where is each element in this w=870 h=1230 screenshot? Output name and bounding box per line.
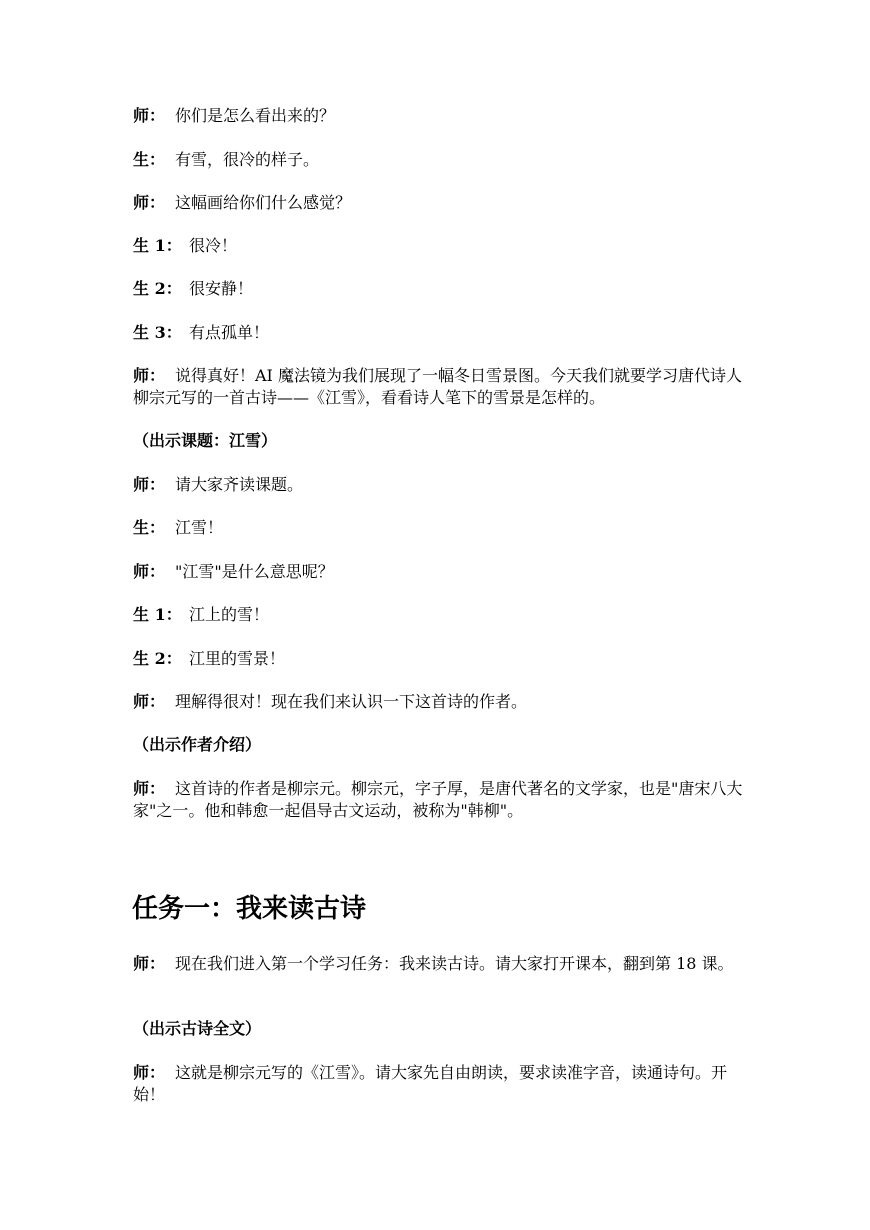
speaker-label: 师： — [133, 193, 166, 212]
dialogue-text: 这幅画给你们什么感觉？ — [175, 193, 352, 212]
dialogue-line — [133, 517, 748, 539]
dialogue-line — [133, 278, 748, 300]
dialogue-text: 江上的雪！ — [189, 605, 270, 624]
speaker-label: 生 1： — [133, 605, 182, 624]
speaker-label: 师： — [133, 954, 166, 973]
speaker-label: 师： — [133, 562, 166, 581]
speaker-label: 师： — [133, 779, 166, 798]
speaker-label: 生 3： — [133, 323, 182, 342]
speaker-label: 师： — [133, 475, 166, 494]
speaker-label: 师： — [133, 366, 166, 385]
dialogue-text: 很冷！ — [189, 236, 238, 255]
dialogue-text: 这首诗的作者是柳宗元。柳宗元，字子厚，是唐代著名的文学家，也是"唐宋八大家"之一。他和韩愈一起倡导古文运动，被称为"韩柳"。 — [133, 779, 743, 820]
speaker-label: 生 1： — [133, 236, 182, 255]
dialogue-text: "江雪"是什么意思呢？ — [175, 562, 334, 581]
speaker-label: 师： — [133, 692, 166, 711]
dialogue-line — [133, 561, 748, 583]
dialogue-line — [133, 691, 748, 713]
dialogue-text: 说得真好！AI 魔法镜为我们展现了一幅冬日雪景图。今天我们就要学习唐代诗人柳宗元写的一首古诗——《江雪》，看看诗人笔下的雪景是怎样的。 — [133, 366, 742, 407]
dialogue-line — [133, 192, 748, 214]
stage-direction: （出示课题：江雪） — [133, 431, 278, 450]
dialogue-line — [133, 235, 748, 257]
speaker-label: 师： — [133, 106, 166, 125]
speaker-label: 生 2： — [133, 649, 182, 668]
dialogue-text: 请大家齐读课题。 — [175, 475, 304, 494]
dialogue-text: 有点孤单！ — [189, 323, 270, 342]
speaker-label: 生 2： — [133, 279, 182, 298]
dialogue-text: 江里的雪景！ — [189, 649, 286, 668]
dialogue-line — [133, 604, 748, 626]
dialogue-line — [133, 648, 748, 670]
dialogue-text: 现在我们进入第一个学习任务：我来读古诗。请大家打开课本，翻到第 18 课。 — [175, 954, 734, 973]
speaker-label: 生： — [133, 150, 166, 169]
section-heading: 任务一：我来读古诗 — [132, 894, 367, 924]
dialogue-line — [133, 322, 748, 344]
stage-direction: （出示古诗全文） — [133, 1019, 262, 1038]
dialogue-paragraph — [133, 1062, 748, 1106]
dialogue-text: 有雪，很冷的样子。 — [175, 150, 320, 169]
dialogue-text: 理解得很对！现在我们来认识一下这首诗的作者。 — [175, 692, 528, 711]
dialogue-text: 很安静！ — [189, 279, 254, 298]
speaker-label: 生： — [133, 518, 166, 537]
dialogue-line — [133, 474, 748, 496]
dialogue-paragraph — [133, 365, 748, 409]
dialogue-paragraph — [133, 778, 748, 822]
dialogue-paragraph — [133, 953, 748, 975]
dialogue-line — [133, 149, 748, 171]
dialogue-text: 这就是柳宗元写的《江雪》。请大家先自由朗读，要求读准字音，读通诗句。开始！ — [133, 1063, 728, 1104]
dialogue-text: 江雪！ — [175, 518, 224, 537]
speaker-label: 师： — [133, 1063, 166, 1082]
dialogue-line — [133, 105, 748, 127]
stage-direction: （出示作者介绍） — [133, 735, 262, 754]
dialogue-text: 你们是怎么看出来的？ — [175, 106, 336, 125]
